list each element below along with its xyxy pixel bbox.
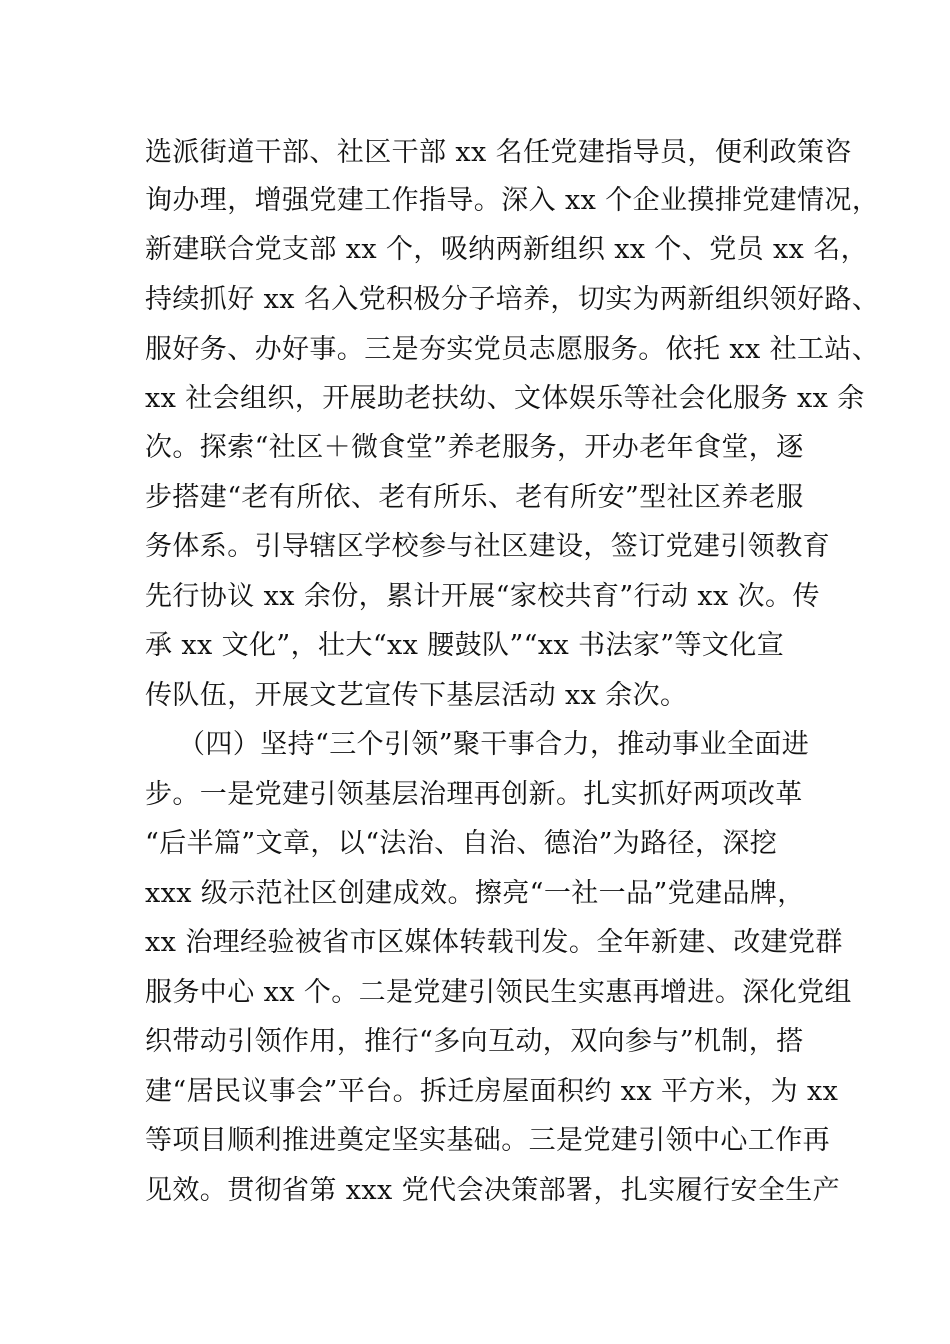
text-line: 选派街道干部、社区干部 xx 名任党建指导员，便利政策咨 xyxy=(145,137,852,168)
text-line: 承 xx 文化”，壮大“xx 腰鼓队”“xx 书法家”等文化宣 xyxy=(145,630,785,661)
text-line: 步搭建“老有所依、老有所乐、老有所安”型社区养老服 xyxy=(145,482,804,513)
text-line: xx 治理经验被省市区媒体转载刊发。全年新建、改建党群 xyxy=(145,927,843,958)
text-line: 服好务、办好事。三是夯实党员志愿服务。依托 xx 社工站、 xyxy=(145,334,880,365)
text-line: 先行协议 xx 余份，累计开展“家校共育”行动 xx 次。传 xyxy=(145,581,820,612)
text-line: 持续抓好 xx 名入党积极分子培养，切实为两新组织领好路、 xyxy=(145,284,880,315)
text-line: 新建联合党支部 xx 个，吸纳两新组织 xx 个、党员 xx 名， xyxy=(145,234,869,265)
text-line: 服务中心 xx 个。二是党建引领民生实惠再增进。深化党组 xyxy=(145,977,852,1008)
text-line: xx 社会组织，开展助老扶幼、文体娱乐等社会化服务 xx 余 xyxy=(145,383,865,414)
text-line: 等项目顺利推进奠定坚实基础。三是党建引领中心工作再 xyxy=(145,1125,830,1156)
section-heading-line: （四）坚持“三个引领”聚干事合力，推动事业全面进 xyxy=(178,729,810,760)
text-line: “后半篇”文章，以“法治、自治、德治”为路径，深挖 xyxy=(145,828,778,859)
text-line: 见效。贯彻省第 xxx 党代会决策部署，扎实履行安全生产 xyxy=(145,1175,841,1206)
text-line: 询办理，增强党建工作指导。深入 xx 个企业摸排党建情况， xyxy=(145,185,880,216)
text-line: 织带动引领作用，推行“多向互动，双向参与”机制，搭 xyxy=(145,1026,804,1057)
text-line: 步。一是党建引领基层治理再创新。扎实抓好两项改革 xyxy=(145,779,803,810)
text-line: 建“居民议事会”平台。拆迁房屋面积约 xx 平方米，为 xx xyxy=(145,1076,839,1107)
text-line: 次。探索“社区＋微食堂”养老服务，开办老年食堂，逐 xyxy=(145,432,804,463)
text-line: xxx 级示范社区创建成效。擦亮“一社一品”党建品牌， xyxy=(145,878,805,909)
text-line: 传队伍，开展文艺宣传下基层活动 xx 余次。 xyxy=(145,680,688,711)
text-line: 务体系。引导辖区学校参与社区建设，签订党建引领教育 xyxy=(145,531,830,562)
